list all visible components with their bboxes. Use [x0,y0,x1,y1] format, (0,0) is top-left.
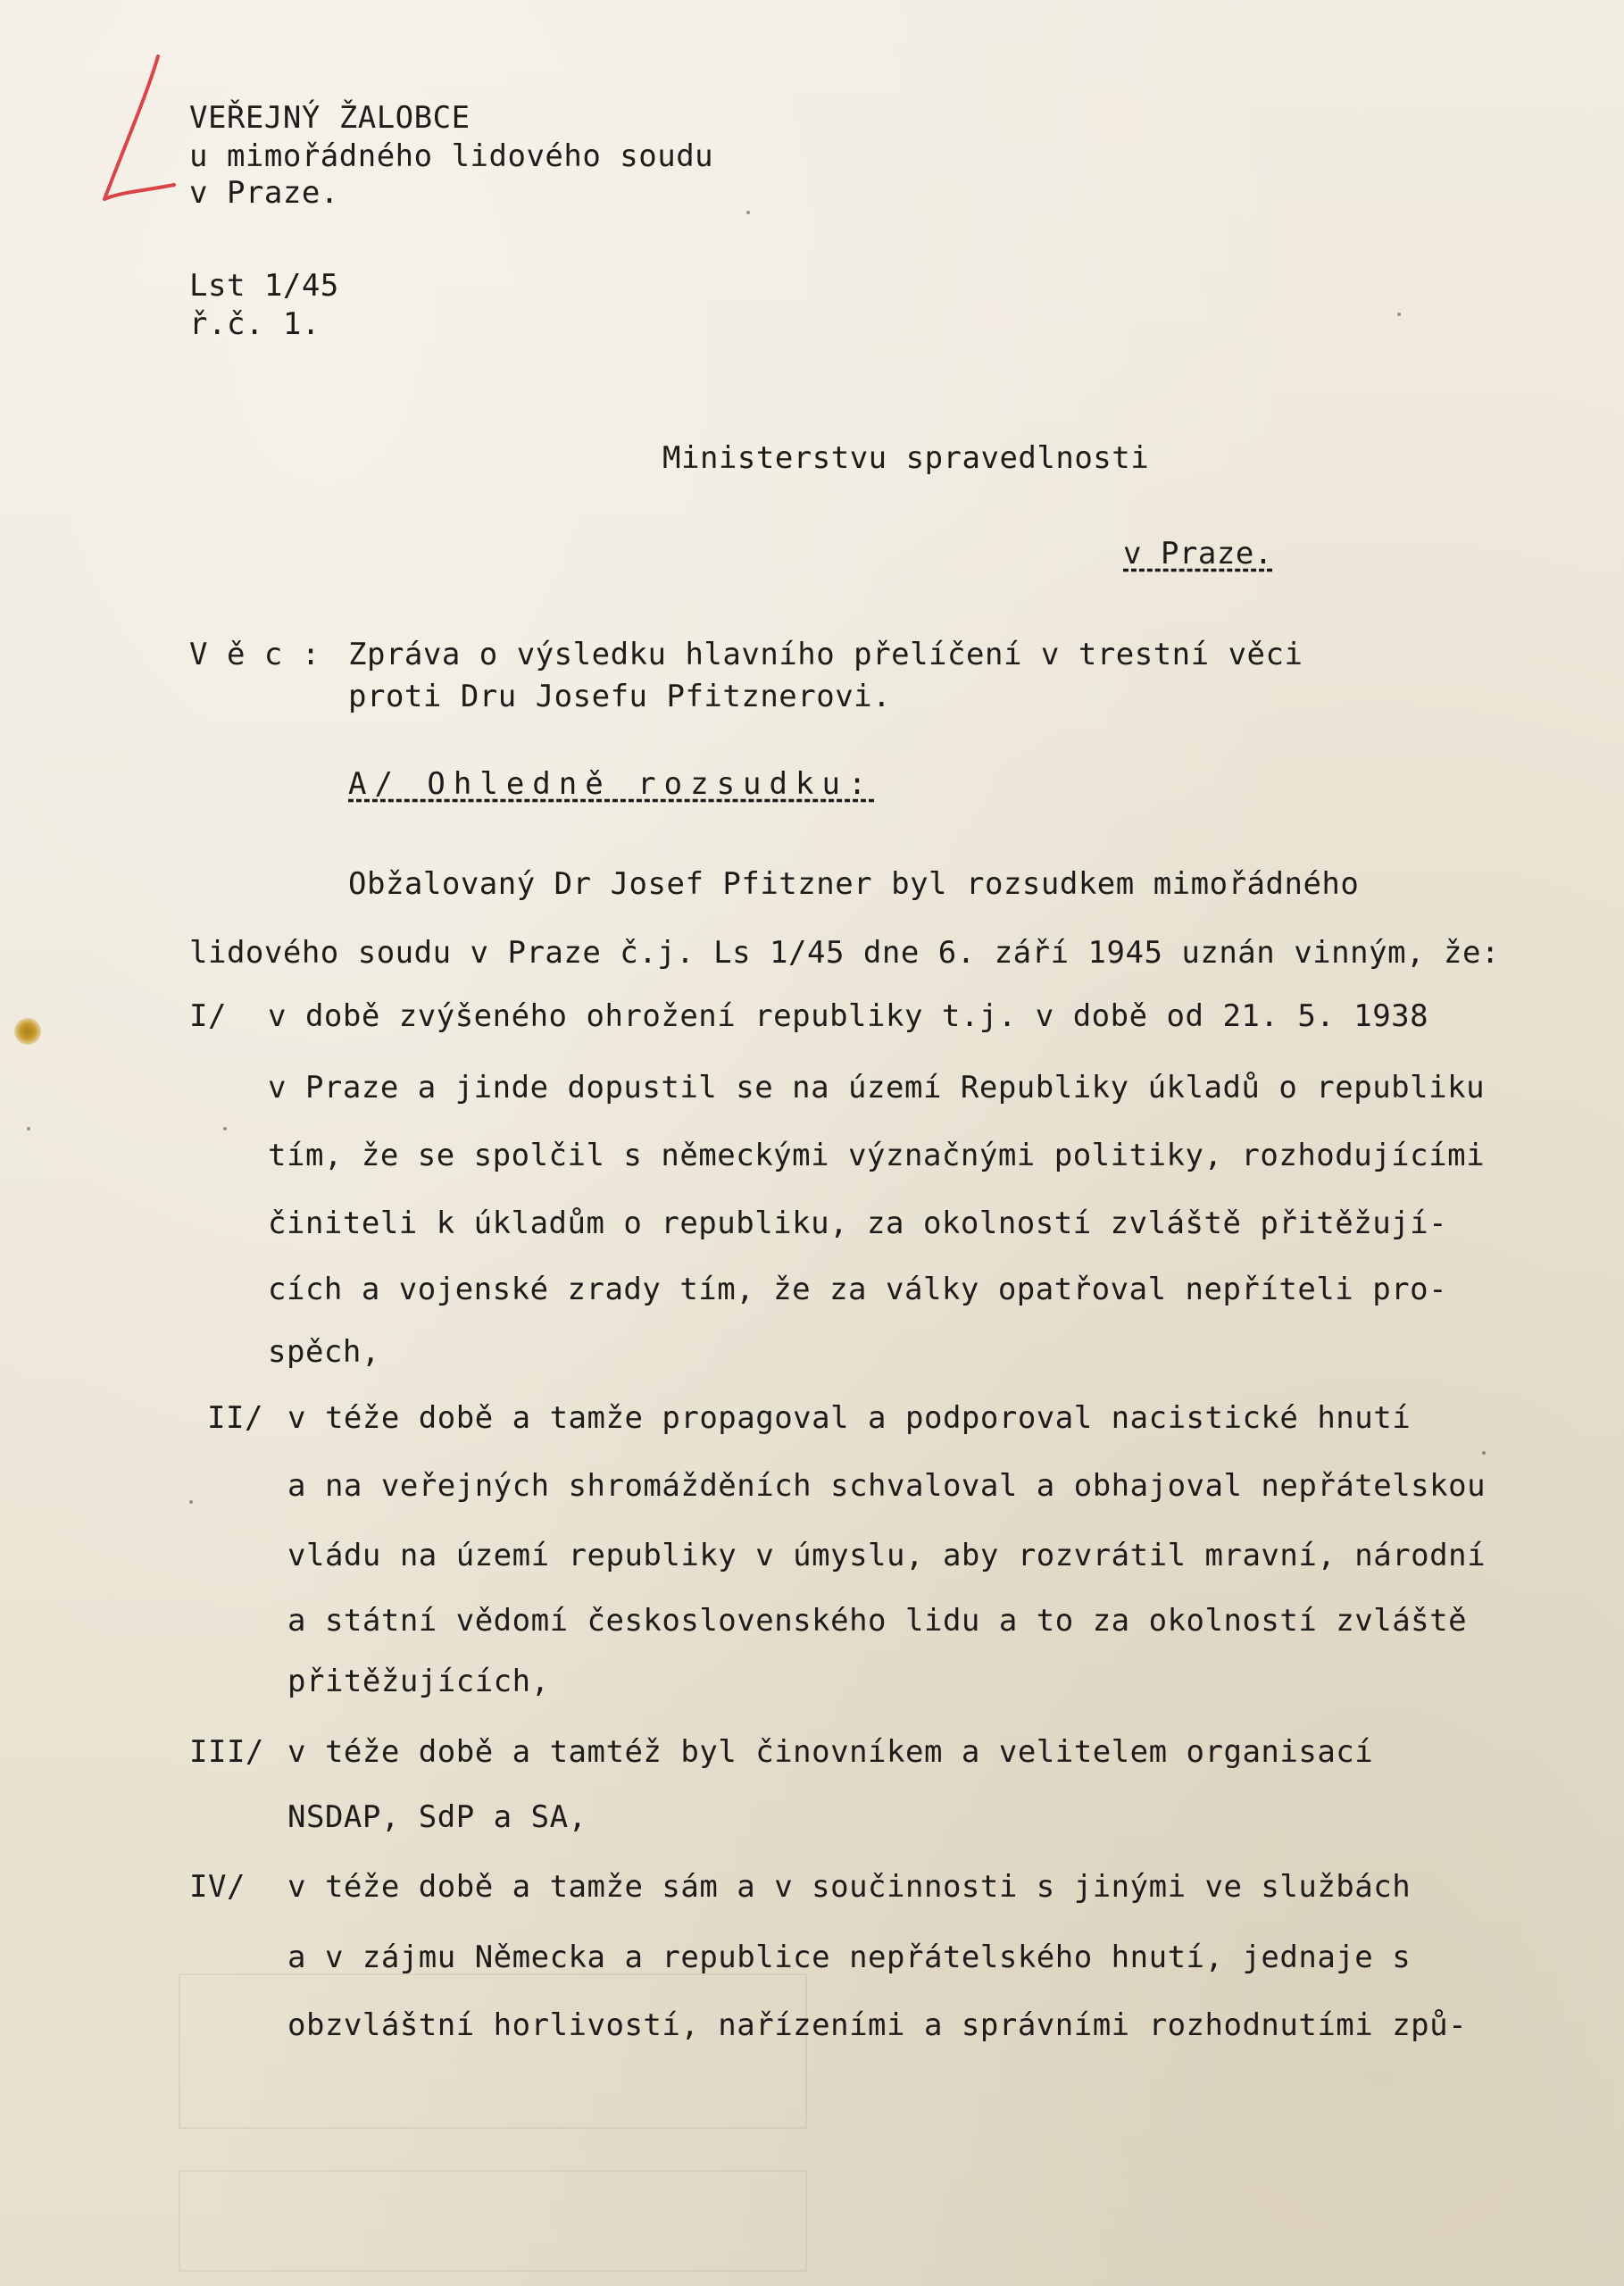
ink-speck [746,211,750,214]
item-2-line: a na veřejných shromážděních schvaloval a obhajoval nepřátelskou [287,1468,1487,1504]
ink-speck [189,1500,193,1504]
section-a-heading: A/ Ohledně rozsudku: [348,766,875,802]
item-3-line: NSDAP, SdP a SA, [287,1799,587,1835]
item-1-line: v době zvýšeného ohrožení republiky t.j. v době od 21. 5. 1938 [268,998,1429,1034]
item-1-line: činiteli k úkladům o republiku, za okolností zvláště přitěžují- [268,1206,1448,1241]
addressee-line-1: Ministerstvu spravedlnosti [662,440,1150,476]
header-line-2: u mimořádného lidového soudu [189,138,714,174]
item-4-line: obzvláštní horlivostí, nařízeními a správními rozhodnutími způ- [287,2007,1468,2043]
item-3-label: III/ [189,1734,264,1770]
reference-rc: ř.č. 1. [189,306,321,342]
subject-label: V ě c : [189,637,321,672]
item-1-line: cích a vojenské zrady tím, že za války opatřoval nepříteli pro- [268,1272,1448,1307]
reverse-side-stamp-shadow-2 [179,2170,807,2272]
addressee-line-2: v Praze. [1123,536,1273,572]
item-2-line: vládu na území republiky v úmyslu, aby rozvrátil mravní, národní [287,1538,1487,1573]
item-1-line: v Praze a jinde dopustil se na území Republiky úkladů o republiku [268,1070,1486,1105]
item-4-label: IV/ [189,1869,246,1905]
ink-speck [1482,1451,1486,1455]
body-intro-line-1: Obžalovaný Dr Josef Pfitzner byl rozsudkem mimořádného [348,866,1360,902]
item-4-line: v téže době a tamže sám a v součinnosti s jinými ve službách [287,1869,1412,1905]
ink-speck [223,1127,227,1130]
item-3-line: v téže době a tamtéž byl činovníkem a velitelem organisací [287,1734,1374,1770]
punch-hole [14,1018,41,1045]
ink-speck [1397,313,1401,316]
item-2-line: a státní vědomí československého lidu a to za okolností zvláště [287,1603,1468,1639]
ink-speck [27,1127,30,1130]
item-4-line: a v zájmu Německa a republice nepřátelského hnutí, jednaje s [287,1940,1412,1975]
subject-line-1: Zpráva o výsledku hlavního přelíčení v trestní věci [348,637,1303,672]
item-1-line: spěch, [268,1334,380,1370]
item-2-line: v téže době a tamže propagoval a podporoval nacistické hnutí [287,1400,1412,1436]
header-line-3: v Praze. [189,175,339,211]
item-1-line: tím, že se spolčil s německými význačnými politiky, rozhodujícími [268,1138,1486,1173]
reverse-side-stamp-shadow [179,1973,807,2129]
body-intro-line-2: lidového soudu v Praze č.j. Ls 1/45 dne 6. září 1945 uznán vinným, že: [189,935,1500,971]
subject-line-2: proti Dru Josefu Pfitznerovi. [348,679,892,714]
reference-lst: Lst 1/45 [189,268,339,304]
header-line-1: VEŘEJNÝ ŽALOBCE [189,100,471,136]
red-pencil-mark [94,49,179,210]
item-2-label: II/ [207,1400,263,1436]
item-1-label: I/ [189,998,227,1034]
item-2-line: přitěžujících, [287,1664,550,1699]
